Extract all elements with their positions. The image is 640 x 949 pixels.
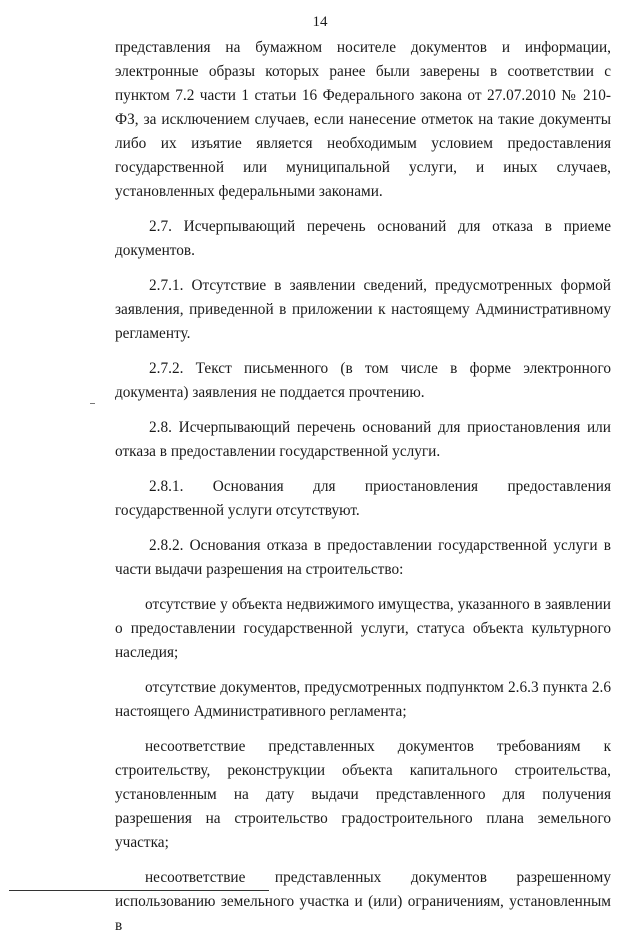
paragraph-continuation: представления на бумажном носителе документов и информации, электронные образы которых ранее были заверены в соответствии с пунктом 7.2 части 1 статьи 16 Федерального закона от 27.07.2010 № 210-ФЗ, за исключением случаев, если нанесение отметок на такие документы либо их изъятие является необходимым условием предоставления государственной или муниципальной услуги, и иных случаев, установленных федеральными законами. <box>115 39 611 200</box>
refusal-ground-item: отсутствие у объекта недвижимого имущества, указанного в заявлении о предоставлении государственной услуги, статуса объекта культурного наследия; <box>115 596 611 661</box>
paragraph-2-7: 2.7. Исчерпывающий перечень оснований для отказа в приеме документов. <box>115 218 611 259</box>
margin-mark <box>90 403 95 404</box>
paragraph-2-7-1: 2.7.1. Отсутствие в заявлении сведений, предусмотренных формой заявления, приведенной в приложении к настоящему Административному регламенту. <box>115 277 611 342</box>
footnote-divider <box>9 890 269 891</box>
refusal-ground-item: отсутствие документов, предусмотренных подпунктом 2.6.3 пункта 2.6 настоящего Административного регламента; <box>115 679 611 720</box>
page-number: 14 <box>312 14 328 30</box>
paragraph-2-8: 2.8. Исчерпывающий перечень оснований для приостановления или отказа в предоставлении государственной услуги. <box>115 419 611 460</box>
refusal-ground-item: несоответствие представленных документов разрешенному использованию земельного участка и (или) ограничениям, установленным в <box>115 869 611 934</box>
paragraph-2-7-2: 2.7.2. Текст письменного (в том числе в форме электронного документа) заявления не поддается прочтению. <box>115 360 611 401</box>
paragraph-2-8-1: 2.8.1. Основания для приостановления предоставления государственной услуги отсутствуют. <box>115 478 611 519</box>
paragraph-2-8-2: 2.8.2. Основания отказа в предоставлении государственной услуги в части выдачи разрешения на строительство: <box>115 537 611 578</box>
refusal-ground-item: несоответствие представленных документов требованиям к строительству, реконструкции объекта капитального строительства, установленным на дату выдачи представленного для получения разрешения на строительство градостроительного плана земельного участка; <box>115 738 611 851</box>
document-body <box>115 36 611 949</box>
